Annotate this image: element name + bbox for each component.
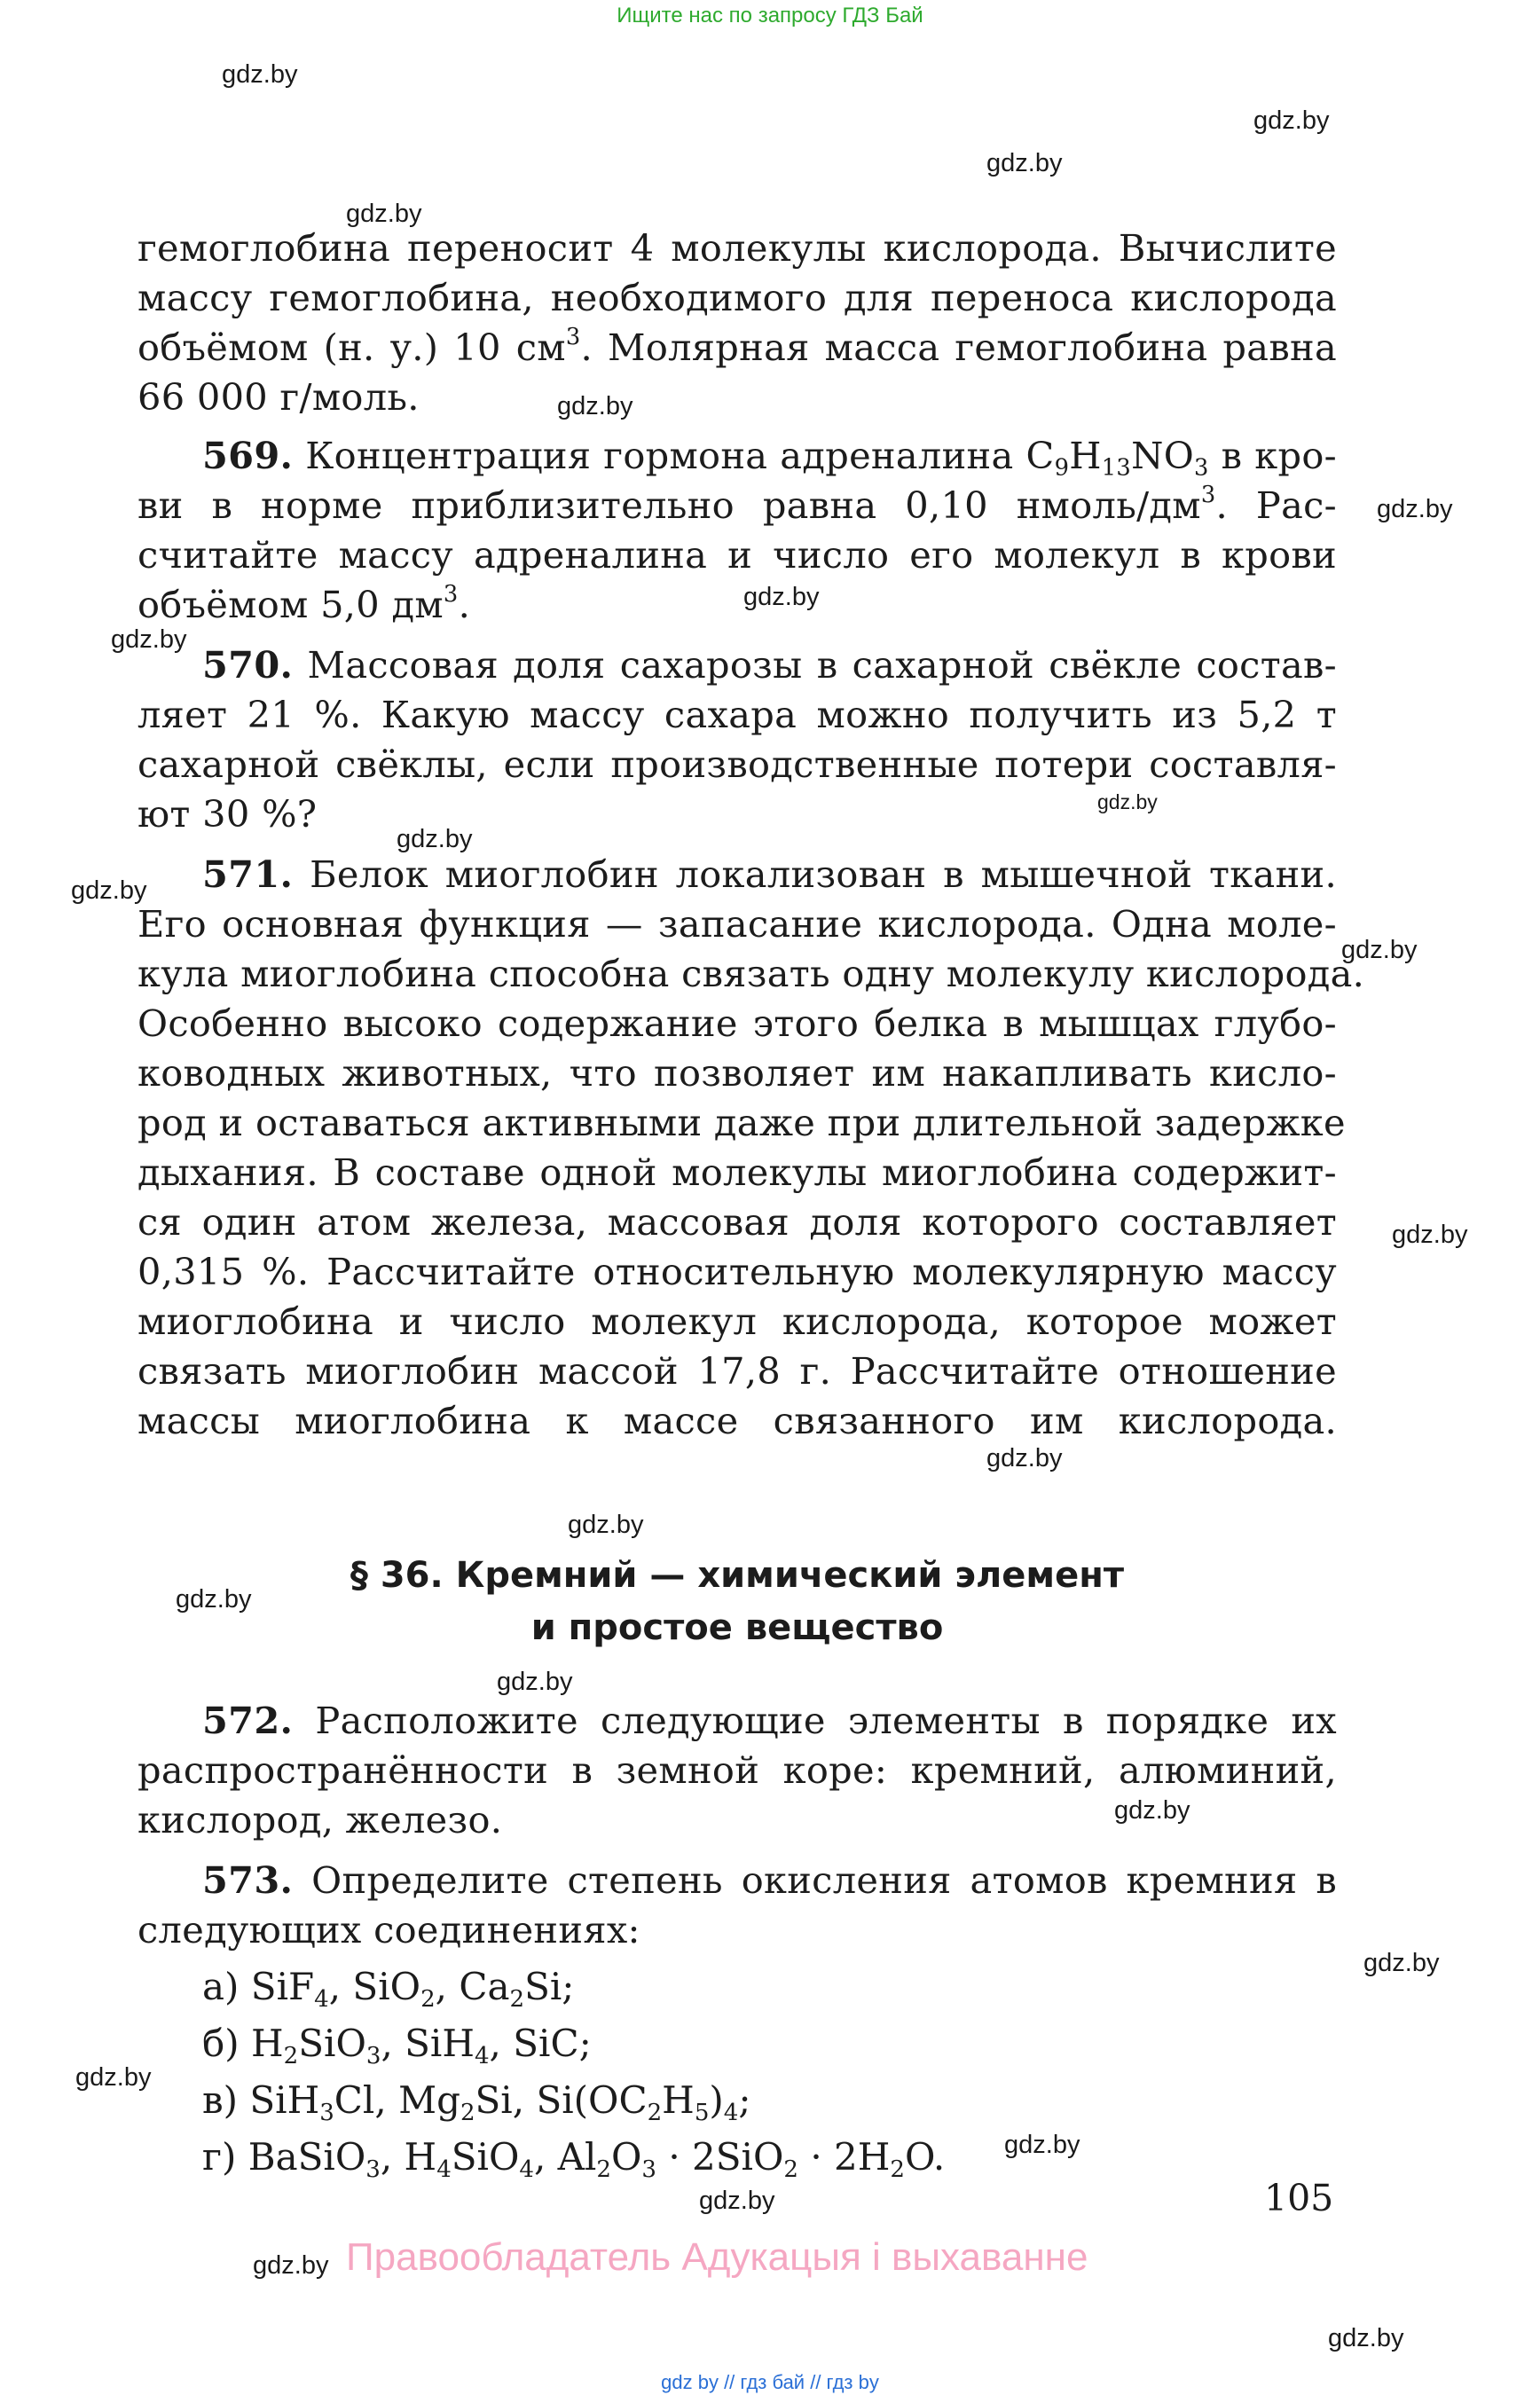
footer-links[interactable]: gdz by // гдз бай // гдз by <box>661 2371 879 2393</box>
text-line: массу гемоглобина, необходимого для переноса кислорода <box>138 276 1337 319</box>
copyright-notice: Правообладатель Адукацыя і выхаванне <box>346 2235 1088 2279</box>
task-571-line: миоглобина и число молекул кислорода, которое может <box>138 1300 1337 1343</box>
task-570-line: ляет 21 %. Какую массу сахара можно получить из 5,2 т <box>138 693 1337 736</box>
watermark: gdz.by <box>1328 2324 1404 2352</box>
task-569-line: считайте массу адреналина и число его молекул в крови <box>138 533 1337 577</box>
formula-line-v: в) SiH$_3$Cl, $Mg_2Si$, $Si(OC_2H_5)_4$; <box>202 2078 751 2126</box>
task-571-line: Его основная функция — запасание кислорода. Одна моле- <box>138 902 1337 946</box>
task-number: 573. <box>202 1858 294 1902</box>
text-line: гемоглобина переносит 4 молекулы кислорода. Вычислите <box>138 226 1337 270</box>
watermark: gdz.by <box>1114 1796 1190 1825</box>
formula-line-b: б) $H_2SiO_3$, SiH$_4$, SiC; <box>202 2022 592 2069</box>
task-570-line: сахарной свёклы, если производственные потери составля- <box>138 742 1337 786</box>
watermark: gdz.by <box>1363 1949 1440 1977</box>
watermark: gdz.by <box>699 2187 775 2215</box>
task-571-line: Особенно высоко содержание этого белка в мышцах глубо- <box>138 1001 1337 1045</box>
task-number: 569. <box>202 434 294 477</box>
task-571-line: связать миоглобин массой 17,8 г. Рассчитайте отношение <box>138 1349 1337 1393</box>
watermark: gdz.by <box>986 149 1063 177</box>
watermark: gdz.by <box>346 200 422 228</box>
formula-line-a: а) SiF$_4$, SiO$_2$, $Ca_2Si$; <box>202 1965 575 2013</box>
watermark: gdz.by <box>75 2063 152 2092</box>
task-number: 570. <box>202 643 294 687</box>
task-573-line: 573. Определите степень окисления атомов кремния в <box>202 1858 1337 1902</box>
formula-line-g: г) BaSiO$_3$, $H_4SiO_4$, $Al_2O_3 \cdot 2SiO_2 \cdot 2H_2O$. <box>202 2135 946 2183</box>
watermark: gdz.by <box>253 2251 329 2280</box>
task-571-line: 571. Белок миоглобин локализован в мышечной ткани. <box>202 852 1337 896</box>
watermark: gdz.by <box>176 1585 252 1614</box>
watermark: gdz.by <box>1392 1221 1468 1249</box>
task-572-line: кислород, железо. <box>138 1798 503 1842</box>
task-569-line: объёмом 5,0 $дм^3$. <box>138 581 471 626</box>
watermark: gdz.by <box>568 1511 644 1539</box>
task-number: 571. <box>202 852 294 896</box>
text-line: объёмом (н. у.) 10 $см^3$. Молярная масса гемоглобина равна <box>138 324 1337 369</box>
task-569-line: 569. Концентрация гормона адреналина $C_9H_{13}NO_3$ в кро- <box>202 434 1337 482</box>
watermark: gdz.by <box>1341 936 1418 964</box>
section-heading: и простое вещество <box>530 1607 944 1648</box>
watermark: gdz.by <box>1253 106 1330 135</box>
section-heading: § 36. Кремний — химический элемент <box>350 1555 1125 1596</box>
task-570-line: ют 30 %? <box>138 792 318 836</box>
task-569-line: ви в норме приблизительно равна 0,10 нмоль/$дм^3$. Рас- <box>138 482 1337 527</box>
watermark: gdz.by <box>1004 2131 1080 2159</box>
task-571-line: дыхания. В составе одной молекулы миоглобина содержит- <box>138 1150 1337 1194</box>
watermark: gdz.by <box>1097 790 1158 813</box>
task-571-line: ководных животных, что позволяет им накапливать кисло- <box>138 1051 1337 1095</box>
watermark: gdz.by <box>71 876 147 905</box>
task-571-line: род и оставаться активными даже при длительной задержке <box>138 1101 1346 1144</box>
watermark: gdz.by <box>111 625 187 654</box>
watermark: gdz.by <box>743 583 820 611</box>
task-572-line: распространённости в земной коре: кремний, алюминий, <box>138 1748 1337 1792</box>
task-571-line: массы миоглобина к массе связанного им кислорода. <box>138 1399 1337 1442</box>
watermark: gdz.by <box>1377 495 1453 523</box>
task-573-line: следующих соединениях: <box>138 1908 640 1951</box>
page-number: 105 <box>1264 2177 1334 2219</box>
text-line: 66 000 г/моль. <box>138 375 420 419</box>
task-number: 572. <box>202 1699 294 1742</box>
watermark: gdz.by <box>497 1668 573 1696</box>
watermark: gdz.by <box>397 825 473 853</box>
task-571-line: 0,315 %. Рассчитайте относительную молекулярную массу <box>138 1250 1337 1293</box>
watermark: gdz.by <box>557 392 633 420</box>
task-571-line: кула миоглобина способна связать одну молекулу кислорода. <box>138 952 1365 995</box>
watermark: gdz.by <box>986 1444 1063 1472</box>
task-571-line: ся один атом железа, массовая доля которого составляет <box>138 1200 1337 1244</box>
task-570-line: 570. Массовая доля сахарозы в сахарной свёкле состав- <box>202 643 1337 687</box>
top-banner[interactable]: Ищите нас по запросу ГДЗ Бай <box>617 4 923 27</box>
watermark: gdz.by <box>222 60 298 89</box>
task-572-line: 572. Расположите следующие элементы в порядке их <box>202 1699 1337 1742</box>
